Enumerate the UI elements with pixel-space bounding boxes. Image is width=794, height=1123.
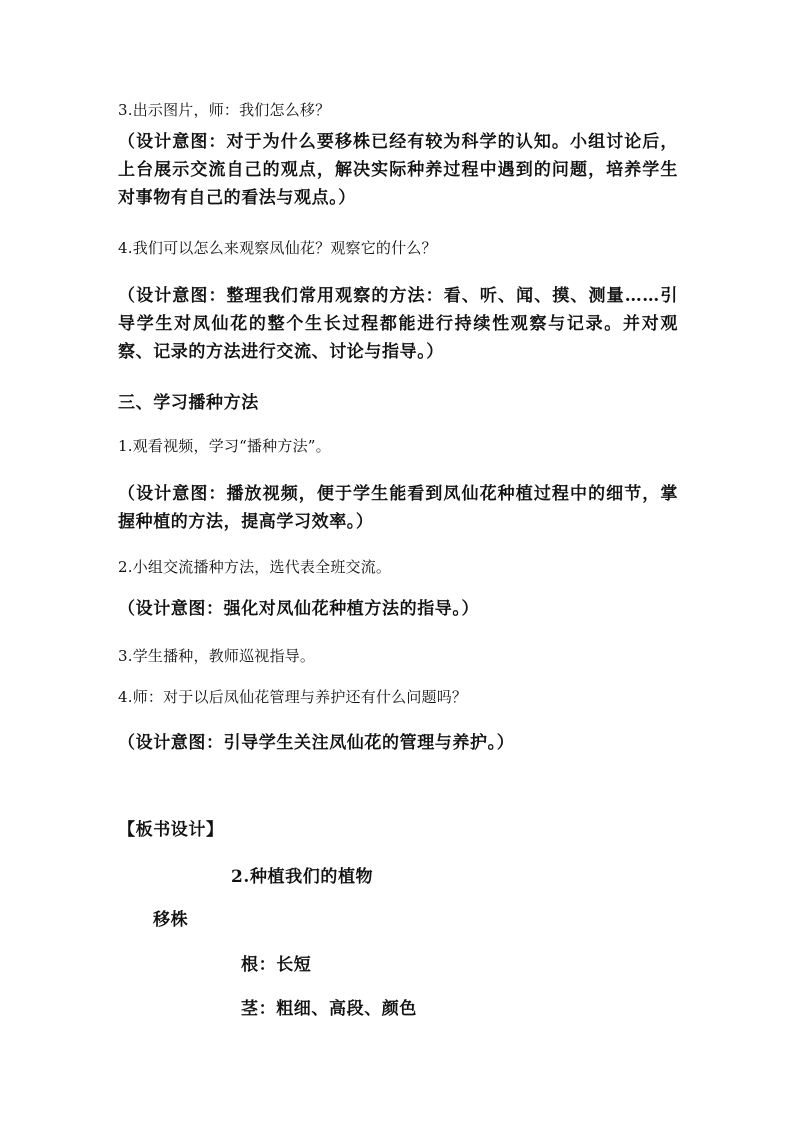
board-design-heading: 【板书设计】	[118, 820, 224, 840]
step-3: 3.学生播种，教师巡视指导。	[118, 647, 316, 665]
design-intent-5: （设计意图：引导学生关注凤仙花的管理与养护。）	[118, 733, 515, 753]
board-title: 2.种植我们的植物	[231, 867, 374, 887]
design-intent-3: （设计意图：播放视频，便于学生能看到凤仙花种植过程中的细节，掌握种植的方法，提高学习效率。）	[118, 484, 678, 532]
section-3-title: 三、学习播种方法	[118, 393, 259, 413]
design-intent-4: （设计意图：强化对凤仙花种植方法的指导。）	[118, 599, 480, 619]
design-intent-1: （设计意图：对于为什么要移株已经有较为科学的认知。小组讨论后，上台展示交流自己的观点，解决实际种养过程中遇到的问题，培养学生对事物有自己的看法与观点。）	[118, 132, 678, 208]
board-root: 根：长短	[241, 955, 312, 975]
question-3: 3.出示图片，师：我们怎么移？	[118, 101, 331, 119]
board-stem: 茎：粗细、高段、颜色	[241, 999, 417, 1019]
board-transplant: 移株	[153, 910, 189, 930]
question-4: 4.我们可以怎么来观察凤仙花？观察它的什么？	[118, 239, 437, 257]
design-intent-2: （设计意图：整理我们常用观察的方法：看、听、闻、摸、测量……引导学生对凤仙花的整个生长过程都能进行持续性观察与记录。并对观察、记录的方法进行交流、讨论与指导。）	[118, 286, 678, 362]
step-2: 2.小组交流播种方法，选代表全班交流。	[118, 558, 392, 576]
step-4: 4.师：对于以后凤仙花管理与养护还有什么问题吗？	[118, 688, 468, 706]
step-1: 1.观看视频，学习“播种方法”。	[118, 437, 331, 455]
